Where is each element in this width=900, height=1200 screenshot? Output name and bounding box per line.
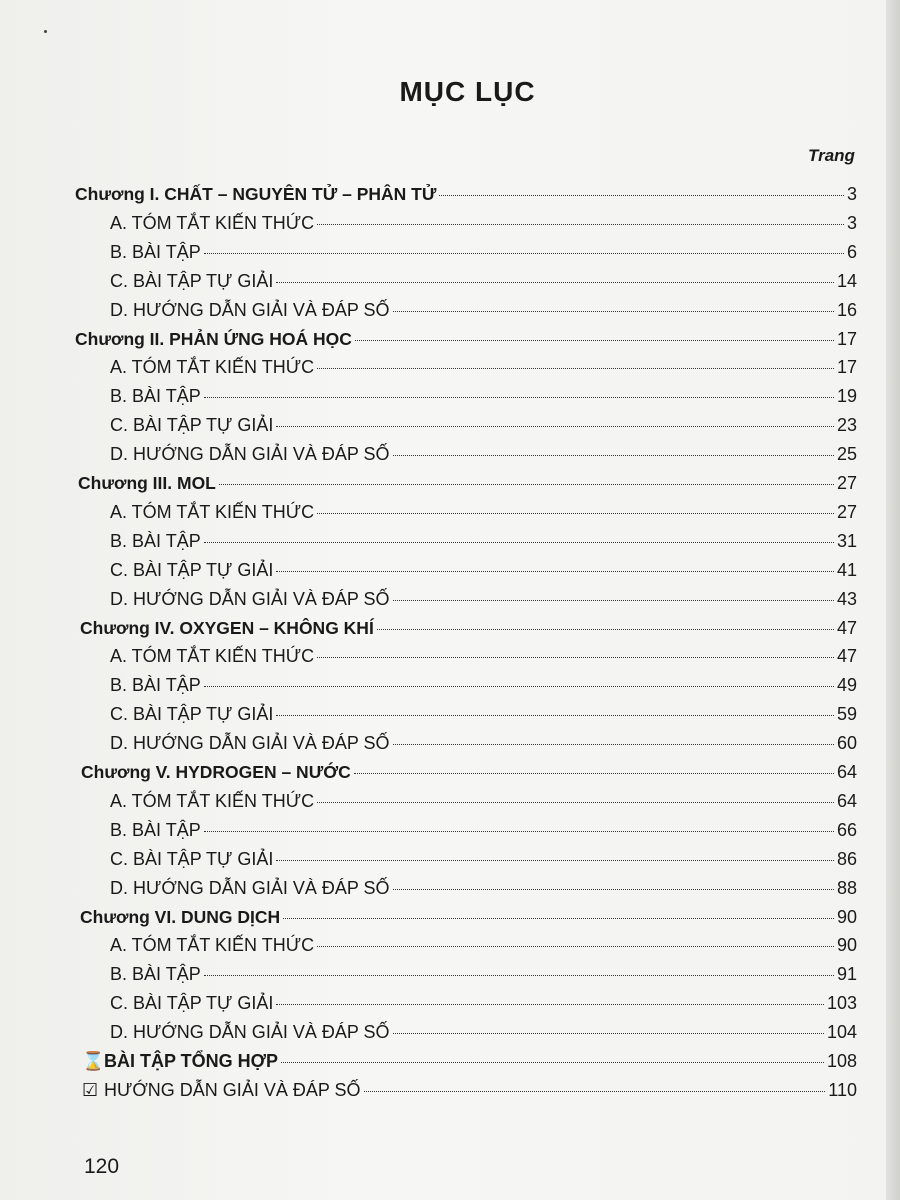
toc-page-number: 47 <box>836 617 857 638</box>
page-edge <box>886 0 900 1200</box>
toc-page-number: 86 <box>836 848 857 869</box>
dot-leader <box>393 600 834 601</box>
toc-entry-title: B. BÀI TẬP <box>110 530 201 551</box>
page-title: MỤC LỤC <box>399 76 536 107</box>
toc-section-row <box>110 704 857 734</box>
dot-leader <box>317 946 834 947</box>
dot-leader <box>439 195 844 196</box>
toc-page-number: 16 <box>836 299 857 320</box>
toc-entry-title: A. TÓM TẮT KIẾN THỨC <box>110 646 315 667</box>
dot-leader <box>204 831 834 832</box>
toc-page-number: 104 <box>826 1022 857 1043</box>
dot-leader <box>276 282 834 283</box>
toc-section-row <box>110 444 857 474</box>
dot-leader <box>276 426 834 427</box>
dot-leader <box>281 1062 824 1063</box>
toc-chapter-row <box>75 184 857 214</box>
toc-entry-title: D. HƯỚNG DẪN GIẢI VÀ ĐÁP SỐ <box>110 1022 390 1043</box>
toc-page-number: 23 <box>836 415 857 436</box>
dot-leader <box>276 715 834 716</box>
toc-section-row <box>110 271 857 301</box>
toc-entry-title: A. TÓM TẮT KIẾN THỨC <box>110 501 315 522</box>
toc-section-row <box>110 993 857 1023</box>
toc-entry-title: C. BÀI TẬP TỰ GIẢI <box>110 559 274 580</box>
toc-entry-title: A. TÓM TẮT KIẾN THỨC <box>110 212 315 233</box>
toc-section-row <box>110 964 857 994</box>
toc-section-row <box>110 357 857 387</box>
dot-leader <box>393 1033 824 1034</box>
toc-page-number: 25 <box>836 444 857 465</box>
toc-entry-title: B. BÀI TẬP <box>110 675 201 696</box>
toc-page-number: 103 <box>826 993 857 1014</box>
dot-leader <box>317 368 834 369</box>
toc-page-number: 3 <box>846 184 857 204</box>
toc-entry-title: D. HƯỚNG DẪN GIẢI VÀ ĐÁP SỐ <box>110 733 390 754</box>
toc-entry-title: C. BÀI TẬP TỰ GIẢI <box>110 270 274 291</box>
toc-chapter-row <box>75 329 857 359</box>
dot-leader <box>317 513 834 514</box>
toc-appendix-row <box>82 1051 857 1081</box>
dot-leader <box>393 455 834 456</box>
toc-page-number: 91 <box>836 964 857 985</box>
toc-entry-title: HƯỚNG DẪN GIẢI VÀ ĐÁP SỐ <box>104 1079 361 1100</box>
hourglass-icon: ⌛ <box>82 1051 105 1071</box>
dot-leader <box>204 686 834 687</box>
toc-page-number: 64 <box>836 762 857 782</box>
toc-section-row <box>110 242 857 272</box>
dot-leader <box>364 1091 826 1092</box>
toc-entry-title: Chương VI. DUNG DỊCH <box>80 906 281 927</box>
toc-appendix-row <box>82 1080 857 1110</box>
toc-entry-title: B. BÀI TẬP <box>110 819 201 840</box>
toc-section-row <box>110 213 857 243</box>
toc-page-number: 3 <box>846 212 857 233</box>
toc-section-row <box>110 878 857 908</box>
dot-leader <box>204 397 834 398</box>
toc-entry-title: C. BÀI TẬP TỰ GIẢI <box>110 993 274 1014</box>
toc-page-number: 27 <box>836 501 857 522</box>
toc-section-row <box>110 589 857 619</box>
checkbox-icon: ☑ <box>82 1079 99 1100</box>
toc-section-row <box>110 675 857 705</box>
toc-chapter-row <box>78 473 857 503</box>
dot-leader <box>355 340 834 341</box>
toc-section-row <box>110 415 857 445</box>
toc-section-row <box>110 733 857 763</box>
toc-entry-title: C. BÀI TẬP TỰ GIẢI <box>110 848 274 869</box>
page-number: 120 <box>84 1155 120 1178</box>
toc-entry-title: Chương IV. OXYGEN – KHÔNG KHÍ <box>80 617 374 638</box>
dot-leader <box>219 484 834 485</box>
toc-section-row <box>110 560 857 590</box>
toc-entry-title: Chương I. CHẤT – NGUYÊN TỬ – PHÂN TỬ <box>75 184 437 204</box>
toc-entry-title: BÀI TẬP TỔNG HỢP <box>104 1051 279 1071</box>
toc-chapter-row <box>81 762 857 792</box>
toc-page-number: 43 <box>836 588 857 609</box>
toc-page-number: 88 <box>836 877 857 898</box>
dot-leader <box>204 542 834 543</box>
toc-page-number: 17 <box>836 328 857 349</box>
toc-page-number: 59 <box>836 704 857 725</box>
toc-page-number: 64 <box>836 790 857 811</box>
toc-section-row <box>110 531 857 561</box>
toc-page-number: 90 <box>836 935 857 956</box>
dot-leader <box>283 918 834 919</box>
toc-entry-title: A. TÓM TẮT KIẾN THỨC <box>110 790 315 811</box>
toc-page-number: 27 <box>836 473 857 493</box>
toc-section-row <box>110 849 857 879</box>
dot-leader <box>276 860 834 861</box>
print-speck <box>44 30 47 33</box>
toc-entry-title: C. BÀI TẬP TỰ GIẢI <box>110 704 274 725</box>
toc-page-number: 110 <box>828 1079 857 1100</box>
toc-entry-title: Chương III. MOL <box>78 473 216 493</box>
dot-leader <box>317 657 834 658</box>
toc-entry-title: B. BÀI TẬP <box>110 386 201 407</box>
toc-entry-title: A. TÓM TẮT KIẾN THỨC <box>110 935 315 956</box>
toc-page-number: 90 <box>836 906 857 927</box>
dot-leader <box>204 253 844 254</box>
dot-leader <box>204 975 834 976</box>
toc-page-number: 49 <box>836 675 857 696</box>
dot-leader <box>317 802 834 803</box>
toc-chapter-row <box>80 618 857 648</box>
toc-page-number: 6 <box>846 241 857 262</box>
toc-section-row <box>110 820 857 850</box>
toc-page-number: 41 <box>836 559 857 580</box>
toc-entry-title: B. BÀI TẬP <box>110 964 201 985</box>
toc-chapter-row <box>80 907 857 937</box>
dot-leader <box>393 889 834 890</box>
toc-entry-title: D. HƯỚNG DẪN GIẢI VÀ ĐÁP SỐ <box>110 299 390 320</box>
toc-entry-title: Chương II. PHẢN ỨNG HOÁ HỌC <box>75 328 352 349</box>
toc-entry-title: D. HƯỚNG DẪN GIẢI VÀ ĐÁP SỐ <box>110 877 390 898</box>
toc-section-row <box>110 386 857 416</box>
dot-leader <box>276 1004 824 1005</box>
toc-entry-title: C. BÀI TẬP TỰ GIẢI <box>110 415 274 436</box>
dot-leader <box>393 744 834 745</box>
toc-entry-title: Chương V. HYDROGEN – NƯỚC <box>81 762 351 782</box>
toc-page-number: 108 <box>826 1051 857 1071</box>
toc-section-row <box>110 300 857 330</box>
toc-section-row <box>110 1022 857 1052</box>
toc-page-number: 17 <box>836 357 857 378</box>
toc-page-number: 19 <box>836 386 857 407</box>
dot-leader <box>276 571 834 572</box>
toc-entry-title: D. HƯỚNG DẪN GIẢI VÀ ĐÁP SỐ <box>110 588 390 609</box>
toc-entry-title: B. BÀI TẬP <box>110 241 201 262</box>
dot-leader <box>317 224 844 225</box>
toc-entry-title: D. HƯỚNG DẪN GIẢI VÀ ĐÁP SỐ <box>110 444 390 465</box>
toc-section-row <box>110 502 857 532</box>
page-column-label: Trang <box>808 146 855 165</box>
toc-page-number: 14 <box>836 270 857 291</box>
toc-section-row <box>110 646 857 676</box>
toc-section-row <box>110 791 857 821</box>
dot-leader <box>377 629 834 630</box>
toc-section-row <box>110 935 857 965</box>
toc-page-number: 60 <box>836 733 857 754</box>
toc-page-number: 31 <box>836 530 857 551</box>
toc-entry-title: A. TÓM TẮT KIẾN THỨC <box>110 357 315 378</box>
toc-page-number: 47 <box>836 646 857 667</box>
dot-leader <box>354 773 834 774</box>
dot-leader <box>393 311 834 312</box>
toc-page-number: 66 <box>836 819 857 840</box>
